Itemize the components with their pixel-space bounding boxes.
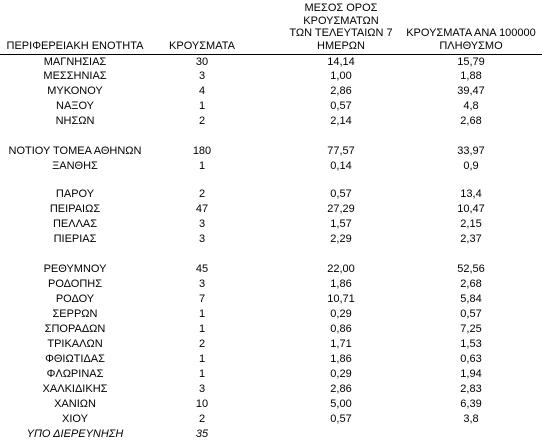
- table-row: [0, 307, 542, 322]
- cell-avg7: 0,57: [330, 188, 352, 200]
- table-row: [0, 54, 542, 70]
- header-cases-label: ΚΡΟΥΣΜΑΤΑ: [169, 39, 235, 52]
- cell-avg7: 0,29: [330, 308, 352, 320]
- cell-cases: 1: [198, 160, 206, 172]
- cell-region: ΤΡΙΚΑΛΩΝ: [47, 338, 103, 350]
- cell-per100k: 10,47: [457, 203, 485, 215]
- cell-avg7: 2,86: [330, 383, 352, 395]
- cell-cases: 1: [198, 368, 206, 380]
- cell-region: ΜΕΣΣΗΝΙΑΣ: [43, 70, 107, 82]
- cell-per100k: 0,57: [460, 308, 482, 320]
- cell-region: ΠΕΙΡΑΙΩΣ: [49, 203, 101, 215]
- cell-per100k: 1,94: [460, 368, 482, 380]
- cell-cases: 47: [195, 203, 209, 215]
- footer-cases: 35: [195, 428, 209, 440]
- cell-avg7: 10,71: [327, 293, 355, 305]
- table-row: [0, 99, 542, 114]
- cell-avg7: 77,57: [327, 145, 355, 157]
- table-row: [0, 337, 542, 352]
- cell-avg7: 0,57: [330, 413, 352, 425]
- cell-region: ΝΗΣΩΝ: [55, 115, 95, 127]
- table-row: [0, 84, 542, 99]
- cell-per100k: 2,68: [460, 115, 482, 127]
- cell-region: ΝΑΞΟΥ: [56, 100, 94, 112]
- cell-avg7: 2,29: [330, 233, 352, 245]
- cell-per100k: 2,15: [460, 218, 482, 230]
- footer-region: ΥΠΟ ΔΙΕΡΕΥΝΗΣΗ: [26, 428, 124, 440]
- cell-avg7: 0,29: [330, 368, 352, 380]
- cell-avg7: 1,86: [330, 278, 352, 290]
- cell-cases: 45: [195, 263, 209, 275]
- table-row: [0, 187, 542, 202]
- cell-cases: 4: [198, 85, 206, 97]
- cell-per100k: 52,56: [457, 263, 485, 275]
- cell-region: ΝΟΤΙΟΥ ΤΟΜΕΑ ΑΘΗΝΩΝ: [8, 145, 142, 157]
- cell-cases: 2: [198, 338, 206, 350]
- table-row: [0, 412, 542, 427]
- header-cases: [160, 40, 244, 53]
- cell-region: ΧΙΟΥ: [62, 413, 88, 425]
- cell-per100k: 3,8: [463, 413, 479, 425]
- table-row: [0, 159, 542, 174]
- cell-per100k: 6,39: [460, 398, 482, 410]
- header-region: [0, 40, 150, 53]
- cell-cases: 3: [198, 383, 206, 395]
- cell-cases: 1: [198, 308, 206, 320]
- table-row: [0, 397, 542, 412]
- cell-region: ΧΑΛΚΙΔΙΚΗΣ: [42, 383, 108, 395]
- cell-cases: 1: [198, 100, 206, 112]
- table-row: [0, 382, 542, 397]
- cell-region: ΣΠΟΡΑΔΩΝ: [44, 323, 106, 335]
- cell-cases: 1: [198, 353, 206, 365]
- header-per100k-line2: ΠΛΗΘΥΣΜΟ: [439, 39, 503, 52]
- cell-avg7: 5,00: [330, 398, 352, 410]
- cell-avg7: 0,86: [330, 323, 352, 335]
- cell-region: ΡΕΘΥΜΝΟΥ: [43, 263, 107, 275]
- cell-cases: 30: [195, 56, 209, 68]
- cell-avg7: 14,14: [327, 56, 355, 68]
- cell-region: ΞΑΝΘΗΣ: [52, 160, 98, 172]
- table-row: [0, 352, 542, 367]
- cell-region: ΠΙΕΡΙΑΣ: [53, 233, 97, 245]
- cell-per100k: 2,37: [460, 233, 482, 245]
- header-avg7-line2: ΤΩΝ ΤΕΛΕΥΤΑΙΩΝ 7: [289, 27, 393, 39]
- table-row: [0, 292, 542, 307]
- cell-per100k: 1,53: [460, 338, 482, 350]
- table-row: [0, 69, 542, 84]
- cell-region: ΦΘΙΩΤΙΔΑΣ: [45, 353, 105, 365]
- table-row: [0, 114, 542, 129]
- cell-cases: 3: [198, 278, 206, 290]
- cell-cases: 1: [198, 323, 206, 335]
- cell-avg7: 22,00: [327, 263, 355, 275]
- header-avg7: [268, 2, 414, 52]
- cell-region: ΡΟΔΟΥ: [55, 293, 95, 305]
- cell-cases: 10: [195, 398, 209, 410]
- table-row: [0, 367, 542, 382]
- header-per100k: [400, 27, 542, 52]
- cell-cases: 2: [198, 188, 206, 200]
- cell-per100k: 7,25: [460, 323, 482, 335]
- cell-avg7: 1,86: [330, 353, 352, 365]
- cell-avg7: 1,71: [330, 338, 352, 350]
- header-avg7-line1: ΜΕΣΟΣ ΟΡΟΣ ΚΡΟΥΣΜΑΤΩΝ: [303, 2, 379, 27]
- header-region-label: ΠΕΡΙΦΕΡΕΙΑΚΗ ΕΝΟΤΗΤΑ: [6, 39, 144, 52]
- cell-avg7: 1,57: [330, 218, 352, 230]
- cell-per100k: 5,84: [460, 293, 482, 305]
- cell-per100k: 1,88: [460, 70, 482, 82]
- header-avg7-line3: ΗΜΕΡΩΝ: [317, 39, 365, 52]
- table-row: [0, 144, 542, 159]
- table-row-under-investigation: [0, 427, 542, 442]
- cell-avg7: 27,29: [327, 203, 355, 215]
- cell-region: ΜΥΚΟΝΟΥ: [47, 85, 103, 97]
- table-row: [0, 232, 542, 247]
- header-per100k-line1: ΚΡΟΥΣΜΑΤΑ ΑΝΑ 100000: [406, 27, 536, 39]
- cell-avg7: 0,57: [330, 100, 352, 112]
- cell-cases: 3: [198, 70, 206, 82]
- cell-region: ΧΑΝΙΩΝ: [54, 398, 96, 410]
- cell-per100k: 13,4: [460, 188, 482, 200]
- table-row: [0, 277, 542, 292]
- cell-cases: 180: [192, 145, 212, 157]
- cell-per100k: 4,8: [463, 100, 479, 112]
- cell-per100k: 0,9: [463, 160, 479, 172]
- cell-cases: 7: [198, 293, 206, 305]
- table-row: [0, 202, 542, 217]
- cell-per100k: 0,63: [460, 353, 482, 365]
- cell-region: ΡΟΔΟΠΗΣ: [47, 278, 103, 290]
- table-header: [0, 0, 542, 54]
- table-row: [0, 322, 542, 337]
- cell-per100k: 39,47: [457, 85, 485, 97]
- cell-per100k: 33,97: [457, 145, 485, 157]
- cell-cases: 3: [198, 218, 206, 230]
- cell-avg7: 2,14: [330, 115, 352, 127]
- cell-cases: 2: [198, 115, 206, 127]
- cell-cases: 2: [198, 413, 206, 425]
- cell-region: ΜΑΓΝΗΣΙΑΣ: [43, 56, 107, 68]
- cell-per100k: 2,83: [460, 383, 482, 395]
- cell-avg7: 0,14: [330, 160, 352, 172]
- cell-per100k: 2,68: [460, 278, 482, 290]
- cell-avg7: 1,00: [330, 70, 352, 82]
- table-row: [0, 217, 542, 232]
- cell-cases: 3: [198, 233, 206, 245]
- cell-region: ΦΛΩΡΙΝΑΣ: [46, 368, 104, 380]
- cell-region: ΠΕΛΛΑΣ: [52, 218, 98, 230]
- cell-avg7: 2,86: [330, 85, 352, 97]
- table-row: [0, 262, 542, 277]
- cell-per100k: 15,79: [457, 56, 485, 68]
- cell-region: ΠΑΡΟΥ: [55, 188, 95, 200]
- cell-region: ΣΕΡΡΩΝ: [52, 308, 98, 320]
